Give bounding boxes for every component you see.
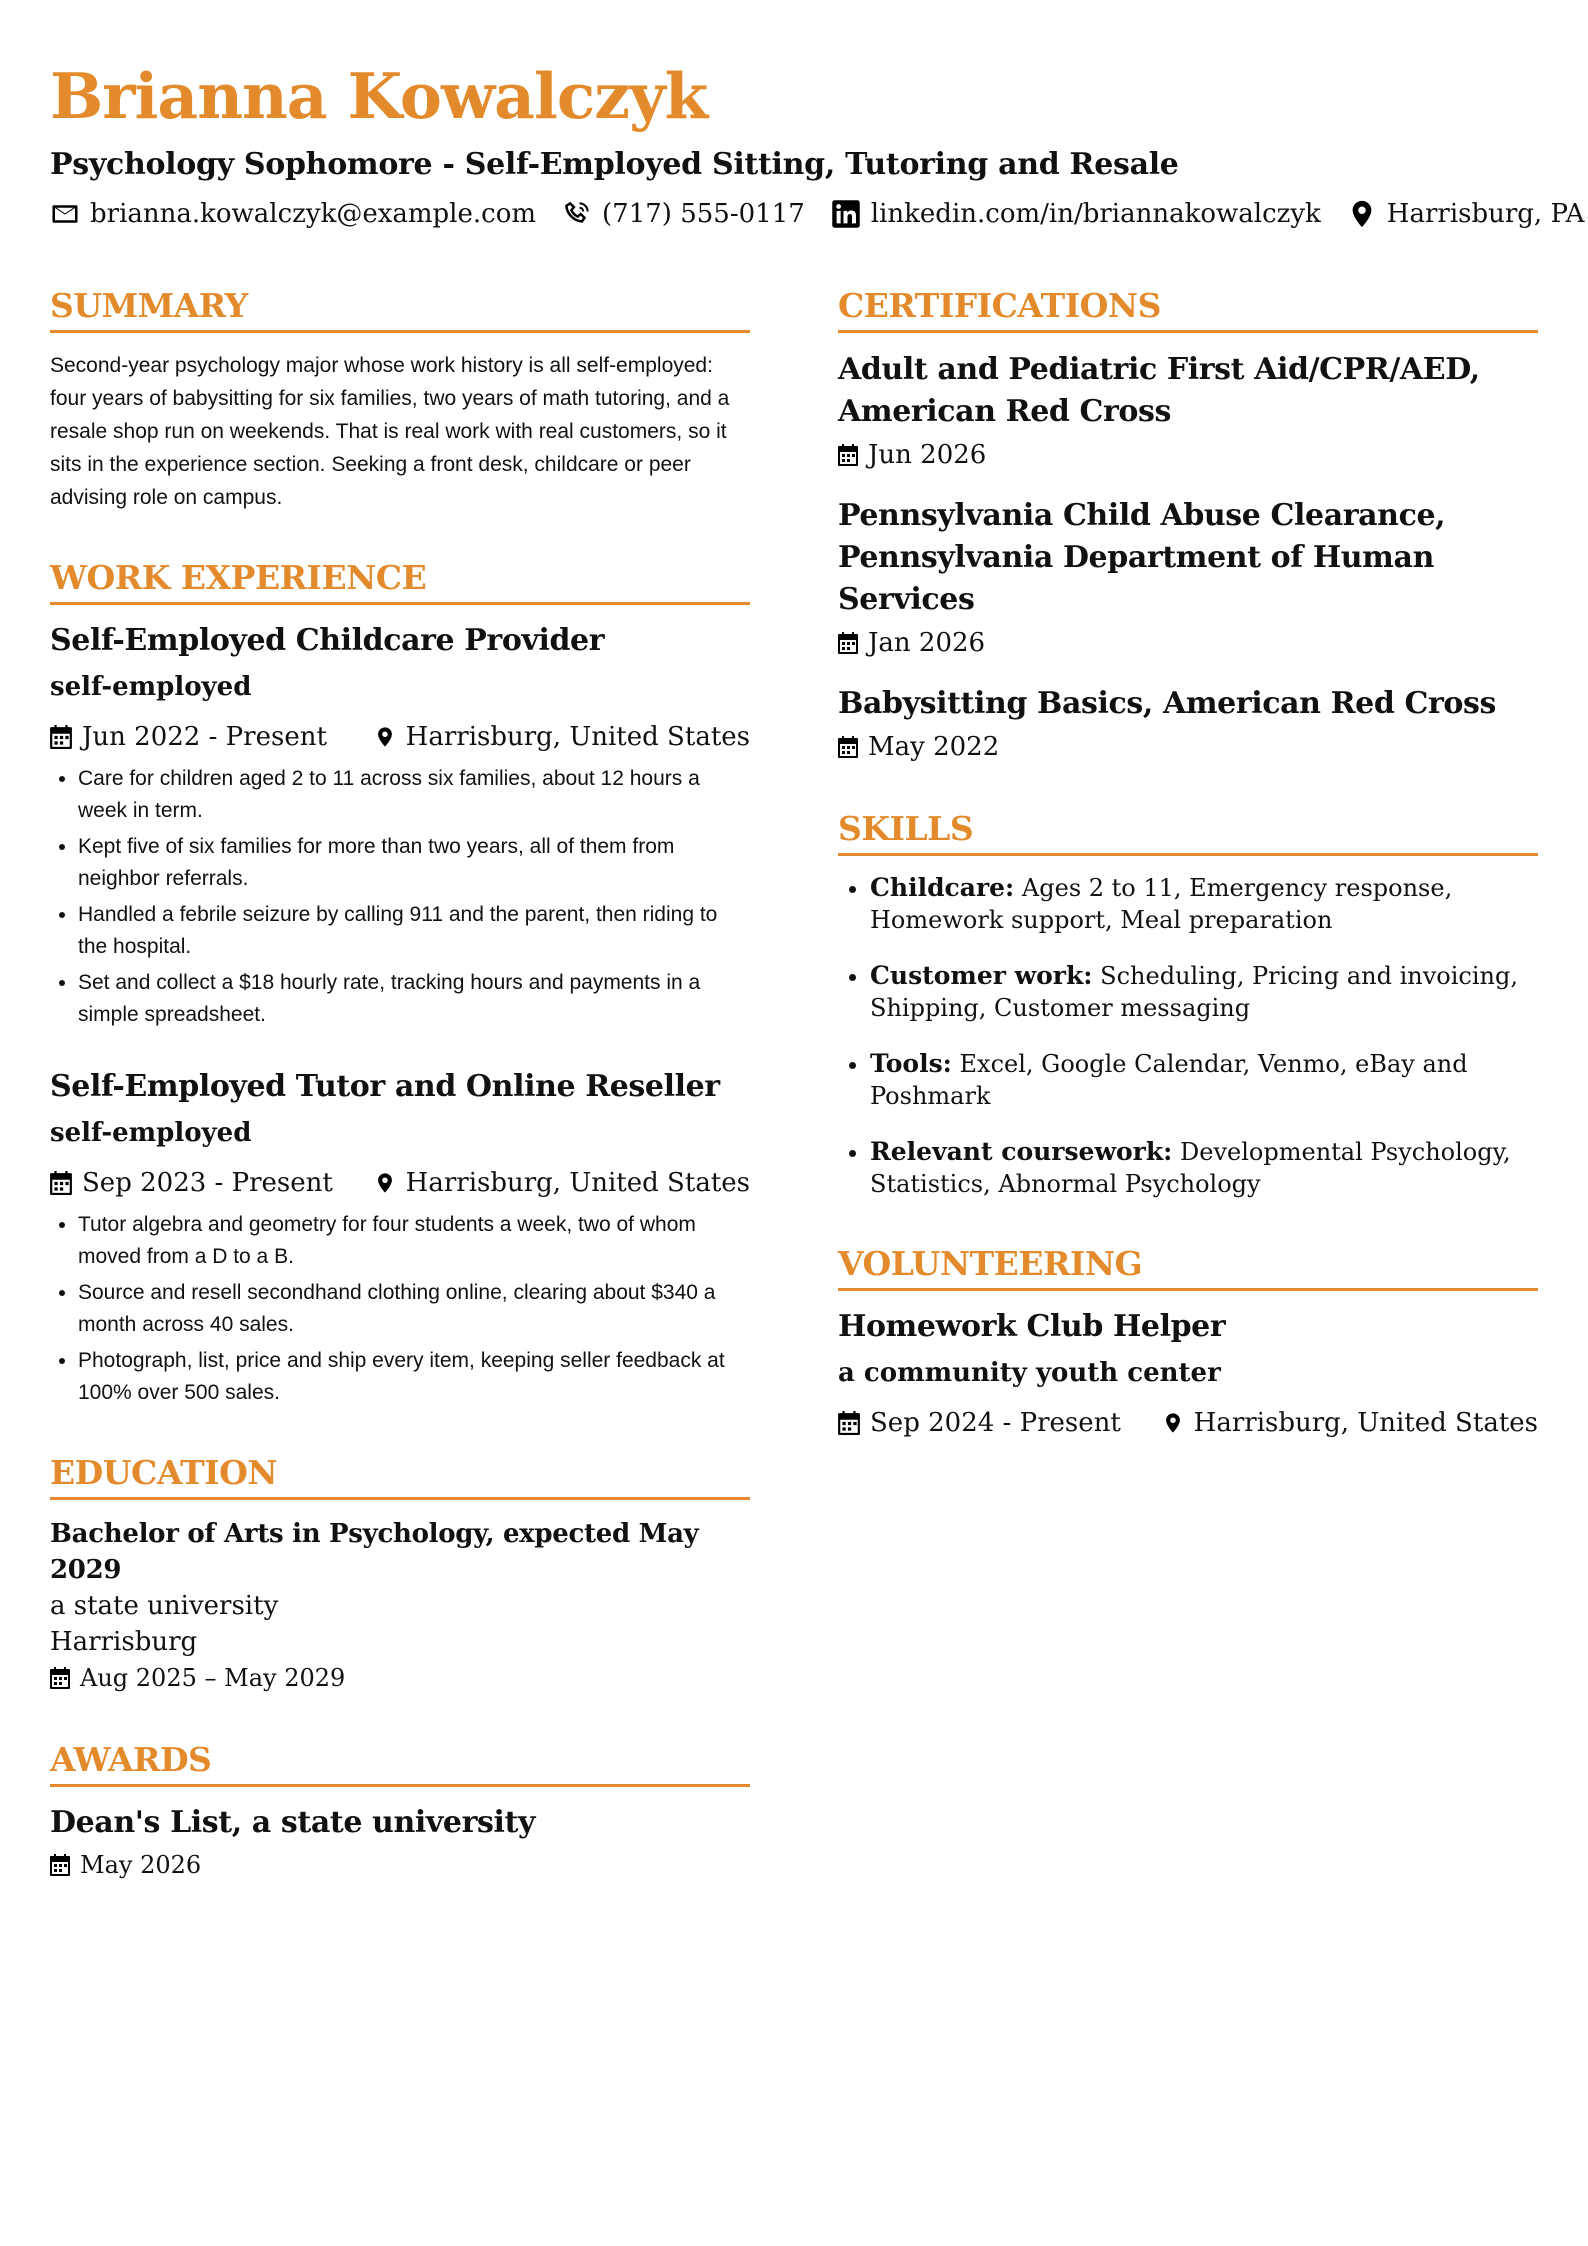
job-bullets bbox=[50, 763, 750, 1031]
bullet-item: • Photograph, list, price and ship every item, keeping seller feedback at 100% over 500 sales. bbox=[78, 1345, 750, 1409]
summary-text: Second-year psychology major whose work history is all self-employed: four years of babysitting for six families, two years of math tutoring, and a resale shop run on weekends. That is real work with real customers, so it sits in the experience section. Seeking a front desk, childcare or peer advising role on campus. bbox=[50, 354, 730, 509]
linkedin-text: linkedin.com/in/briannakowalczyk bbox=[870, 199, 1321, 229]
bullet-item: • Tutor algebra and geometry for four students a week, two of whom moved from a D to a B. bbox=[78, 1209, 750, 1273]
award-date-text: May 2026 bbox=[80, 1851, 202, 1879]
job-title: Self-Employed Childcare Provider bbox=[50, 623, 605, 658]
job-location bbox=[374, 719, 750, 755]
job-meta bbox=[50, 719, 750, 755]
calendar-icon bbox=[838, 1411, 860, 1435]
education-city: Harrisburg bbox=[50, 1627, 198, 1657]
bullet-item: • Kept five of six families for more than two years, all of them from neighbor referrals. bbox=[78, 831, 750, 895]
certification-date bbox=[838, 437, 1538, 473]
skill-item bbox=[870, 1136, 1538, 1200]
calendar-icon bbox=[50, 725, 72, 749]
two-column-body bbox=[50, 286, 1538, 1927]
certifications-section bbox=[838, 286, 1538, 765]
section-title-skills: SKILLS bbox=[838, 809, 1538, 856]
skills-section bbox=[838, 809, 1538, 1200]
resume-header bbox=[50, 0, 1585, 232]
award-date bbox=[50, 1847, 750, 1883]
certification-title: Babysitting Basics, American Red Cross bbox=[838, 686, 1496, 721]
summary-section bbox=[50, 286, 750, 514]
left-column bbox=[50, 286, 750, 1927]
volunteer-dates bbox=[838, 1405, 1121, 1441]
job-location-text: Harrisburg, United States bbox=[405, 1168, 750, 1198]
job-dates bbox=[50, 719, 327, 755]
skill-label: Tools: bbox=[870, 1049, 952, 1078]
volunteering-section bbox=[838, 1244, 1538, 1441]
email-text: brianna.kowalczyk@example.com bbox=[90, 199, 537, 229]
calendar-icon bbox=[838, 632, 858, 654]
calendar-icon bbox=[838, 736, 858, 758]
bullet-item: • Source and resell secondhand clothing online, clearing about $340 a month across 40 sales. bbox=[78, 1277, 750, 1341]
job-location-text: Harrisburg, United States bbox=[405, 722, 750, 752]
phone-icon bbox=[562, 199, 592, 229]
section-title-experience: WORK EXPERIENCE bbox=[50, 558, 750, 605]
education-school: a state university bbox=[50, 1591, 279, 1621]
certification-title: Pennsylvania Child Abuse Clearance, Pennsylvania Department of Human Services bbox=[838, 498, 1446, 617]
section-title-education: EDUCATION bbox=[50, 1453, 750, 1500]
job-location bbox=[374, 1165, 750, 1201]
skills-list bbox=[838, 872, 1538, 1200]
education-dates-text: Aug 2025 – May 2029 bbox=[80, 1664, 346, 1692]
job-bullets bbox=[50, 1209, 750, 1409]
job-company: self-employed bbox=[50, 1118, 252, 1148]
certification-entry bbox=[838, 495, 1538, 661]
skill-text: Developmental Psychology, Statistics, Abnormal Psychology bbox=[870, 1138, 1511, 1198]
map-pin-icon bbox=[374, 1171, 396, 1195]
map-pin-icon bbox=[374, 725, 396, 749]
job-dates-text: Jun 2022 - Present bbox=[82, 722, 327, 752]
section-title-certifications: CERTIFICATIONS bbox=[838, 286, 1538, 333]
section-title-summary: SUMMARY bbox=[50, 286, 750, 333]
contact-bar bbox=[50, 196, 1585, 232]
bullet-item: • Handled a febrile seizure by calling 911 and the parent, then riding to the hospital. bbox=[78, 899, 750, 963]
section-title-awards: AWARDS bbox=[50, 1740, 750, 1787]
job-entry bbox=[50, 1067, 750, 1409]
volunteer-meta bbox=[838, 1405, 1538, 1441]
certification-entry bbox=[838, 349, 1538, 473]
education-dates bbox=[50, 1660, 750, 1696]
section-title-volunteering: VOLUNTEERING bbox=[838, 1244, 1538, 1291]
certification-entry bbox=[838, 683, 1538, 765]
right-column bbox=[838, 286, 1538, 1927]
location-text: Harrisburg, PA bbox=[1386, 199, 1585, 229]
skill-text: Excel, Google Calendar, Venmo, eBay and Poshmark bbox=[870, 1050, 1468, 1110]
contact-phone[interactable] bbox=[562, 196, 805, 232]
volunteer-location bbox=[1162, 1405, 1538, 1441]
calendar-icon bbox=[50, 1854, 70, 1876]
phone-text: (717) 555-0117 bbox=[602, 199, 805, 229]
calendar-icon bbox=[50, 1171, 72, 1195]
volunteer-location-text: Harrisburg, United States bbox=[1193, 1408, 1538, 1438]
certification-date-text: May 2022 bbox=[868, 732, 1000, 762]
job-title: Self-Employed Tutor and Online Reseller bbox=[50, 1069, 720, 1104]
calendar-icon bbox=[50, 1667, 70, 1689]
skill-label: Childcare: bbox=[870, 873, 1015, 902]
certification-date-text: Jan 2026 bbox=[868, 628, 986, 658]
skill-item bbox=[870, 960, 1538, 1024]
map-pin-icon bbox=[1347, 199, 1377, 229]
skill-item bbox=[870, 1048, 1538, 1112]
candidate-name: Brianna Kowalczyk bbox=[50, 59, 708, 133]
awards-section bbox=[50, 1740, 750, 1883]
envelope-icon bbox=[50, 199, 80, 229]
bullet-item: • Set and collect a $18 hourly rate, tracking hours and payments in a simple spreadsheet. bbox=[78, 967, 750, 1031]
award-title: Dean's List, a state university bbox=[50, 1805, 535, 1840]
experience-section bbox=[50, 558, 750, 1409]
certification-title: Adult and Pediatric First Aid/CPR/AED, American Red Cross bbox=[838, 352, 1480, 429]
skill-label: Customer work: bbox=[870, 961, 1093, 990]
contact-linkedin[interactable] bbox=[831, 196, 1321, 232]
contact-email[interactable] bbox=[50, 196, 536, 232]
job-meta bbox=[50, 1165, 750, 1201]
volunteer-dates-text: Sep 2024 - Present bbox=[870, 1408, 1121, 1438]
job-entry bbox=[50, 621, 750, 1031]
education-section bbox=[50, 1453, 750, 1696]
job-company: self-employed bbox=[50, 672, 252, 702]
skill-text: Scheduling, Pricing and invoicing, Shipping, Customer messaging bbox=[870, 962, 1518, 1022]
certification-date-text: Jun 2026 bbox=[868, 440, 987, 470]
bullet-item: • Care for children aged 2 to 11 across six families, about 12 hours a week in term. bbox=[78, 763, 750, 827]
education-degree: Bachelor of Arts in Psychology, expected May 2029 bbox=[50, 1519, 699, 1585]
job-dates-text: Sep 2023 - Present bbox=[82, 1168, 333, 1198]
linkedin-icon bbox=[831, 199, 861, 229]
skill-item bbox=[870, 872, 1538, 936]
certification-date bbox=[838, 729, 1538, 765]
certification-date bbox=[838, 625, 1538, 661]
contact-location bbox=[1347, 196, 1585, 232]
volunteer-role: Homework Club Helper bbox=[838, 1309, 1226, 1344]
skill-text: Ages 2 to 11, Emergency response, Homework support, Meal preparation bbox=[870, 874, 1453, 934]
volunteer-org: a community youth center bbox=[838, 1358, 1221, 1388]
map-pin-icon bbox=[1162, 1411, 1184, 1435]
skill-label: Relevant coursework: bbox=[870, 1137, 1173, 1166]
job-dates bbox=[50, 1165, 333, 1201]
headline: Psychology Sophomore - Self-Employed Sitting, Tutoring and Resale bbox=[50, 147, 1179, 182]
calendar-icon bbox=[838, 444, 858, 466]
